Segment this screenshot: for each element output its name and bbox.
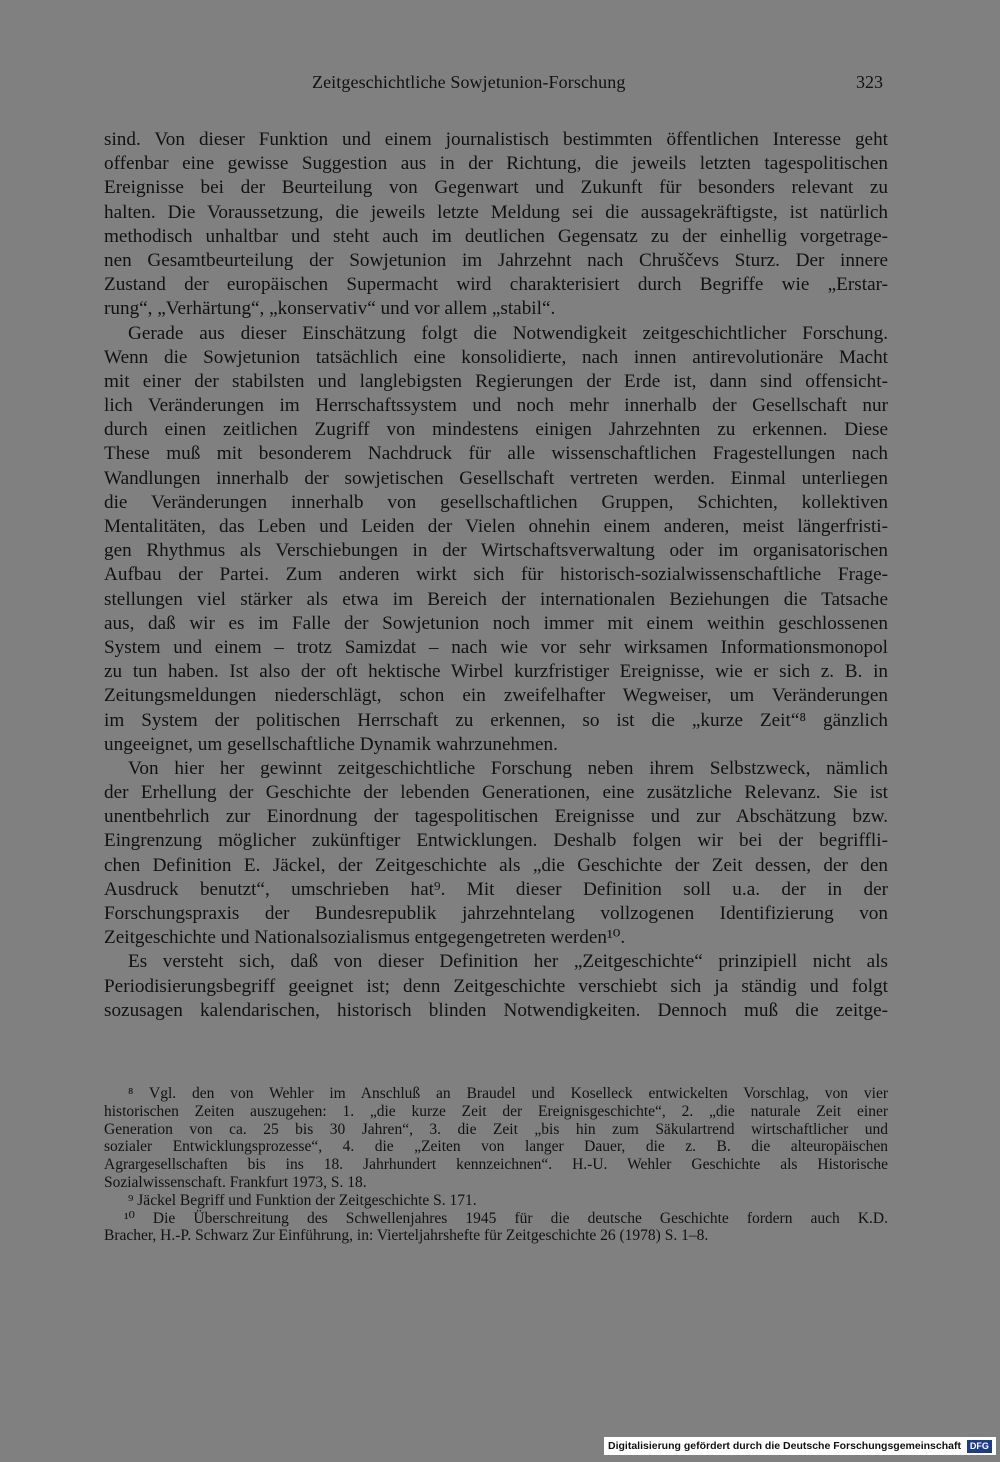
text-line: sozusagen kalendarischen, historisch blinden Notwendigkeiten. Dennoch muß die zeitge-	[104, 999, 888, 1021]
text-line: Zeitungsmeldungen niederschlägt, schon ein zweifelhafter Wegweiser, um Veränderungen	[104, 685, 888, 707]
text-line: Periodisierungsbegriff geeignet ist; denn Zeitgeschichte verschiebt sich ja ständig und folgt	[104, 975, 888, 997]
text-line: nen Gesamtbeurteilung der Sowjetunion im Jahrzehnt nach Chruščevs Sturz. Der innere	[104, 249, 888, 271]
text-line: rung“, „Verhärtung“, „konservativ“ und vor allem „stabil“.	[104, 298, 556, 320]
text-line: Mentalitäten, das Leben und Leiden der Vielen ohnehin einem anderen, meist längerfristi-	[104, 516, 888, 537]
text-line: ungeeignet, um gesellschaftliche Dynamik wahrzunehmen.	[104, 733, 558, 755]
credit-text: Digitalisierung gefördert durch die Deutsche Forschungsgemeinschaft	[608, 1440, 961, 1452]
text-line: Ereignisse bei der Beurteilung von Gegenwart und Zukunft für besonders relevant zu	[104, 177, 888, 199]
text-line: Zeitgeschichte und Nationalsozialismus entgegengetreten werden¹⁰.	[104, 927, 626, 949]
text-line: zu tun haben. Ist also der oft hektische Wirbel kurzfristiger Ereignisse, wie er sich z. B. in	[104, 661, 888, 683]
text-line: Es versteht sich, daß von dieser Definition her „Zeitgeschichte“ prinzipiell nicht als	[128, 951, 888, 973]
text-line: lich Veränderungen im Herrschaftssystem und noch mehr innerhalb der Gesellschaft nur	[104, 395, 888, 417]
footnote-line: ⁸ Vgl. den von Wehler im Anschluß an Braudel und Koselleck entwickelten Vorschlag, von vier	[128, 1085, 888, 1102]
body-text	[104, 128, 888, 1023]
text-line: durch einen zeitlichen Zugriff von mindestens einigen Jahrzehnten zu erkennen. Diese	[104, 419, 888, 441]
text-line: Zustand der europäischen Supermacht wird charakterisiert durch Begriffe wie „Erstar-	[104, 274, 888, 296]
footnote-line: Sozialwissenschaft. Frankfurt 1973, S. 18.	[104, 1173, 367, 1191]
text-line: These muß mit besonderem Nachdruck für alle wissenschaftlichen Fragestellungen nach	[104, 443, 888, 465]
footnote-line: ⁹ Jäckel Begriff und Funktion der Zeitgeschichte S. 171.	[128, 1191, 477, 1209]
text-line: der Erhellung der Geschichte der lebenden Generationen, eine zusätzliche Relevanz. Sie ist	[104, 782, 888, 804]
footnote-line: ¹⁰ Die Überschreitung des Schwellenjahres 1945 für die deutsche Geschichte fordern auch K.D.	[124, 1209, 888, 1227]
text-line: halten. Die Voraussetzung, die jeweils letzte Meldung sei die aussagekräftigste, ist natürlich	[104, 201, 888, 223]
page-number: 323	[856, 72, 883, 92]
dfg-logo-icon: DFG	[967, 1440, 992, 1453]
text-line: mit einer der stabilsten und langlebigsten Regierungen der Erde ist, dann sind offensicht-	[104, 370, 888, 392]
text-line: System und einem – trotz Samizdat – nach wie vor sehr wirksamen Informationsmonopol	[104, 636, 888, 658]
footnote-line: Agrargesellschaften bis ins 18. Jahrhundert kennzeichnen“. H.-U. Wehler Geschichte als Historische	[104, 1156, 888, 1174]
text-line: Wandlungen innerhalb der sowjetischen Gesellschaft vertreten werden. Einmal unterliegen	[104, 467, 888, 489]
text-line: offenbar eine gewisse Suggestion aus in der Richtung, die jeweils letzten tagespolitischen	[104, 153, 888, 175]
text-line: im System der politischen Herrschaft zu erkennen, so ist die „kurze Zeit“⁸ gänzlich	[104, 709, 888, 731]
text-line: methodisch unhaltbar und steht auch im deutlichen Gegensatz zu der einhellig vorgetrage-	[104, 225, 888, 247]
text-line: unentbehrlich zur Einordnung der tagespolitischen Ereignisse und zur Abschätzung bzw.	[104, 806, 888, 828]
text-line: gen Rhythmus als Verschiebungen in der Wirtschaftsverwaltung oder im organisatorischen	[104, 540, 888, 562]
running-title: Zeitgeschichtliche Sowjetunion-Forschung	[312, 72, 626, 92]
text-line: Wenn die Sowjetunion tatsächlich eine konsolidierte, nach innen antirevolutionäre Macht	[104, 346, 888, 368]
text-line: Von hier her gewinnt zeitgeschichtliche Forschung neben ihrem Selbstzweck, nämlich	[128, 757, 888, 779]
text-line: sind. Von dieser Funktion und einem journalistisch bestimmten öffentlichen Interesse geht	[104, 129, 888, 150]
footnote-line: sozialer Entwicklungsprozesse“, 4. die „Zeiten von langer Dauer, die z. B. die alteuropäischen	[104, 1138, 888, 1156]
digitization-credit	[604, 1437, 996, 1455]
footnote-line: Bracher, H.-P. Schwarz Zur Einführung, in: Vierteljahrshefte für Zeitgeschichte 26 (1978) S. 1–8.	[104, 1227, 709, 1245]
text-line: Eingrenzung möglicher zukünftiger Entwicklungen. Deshalb folgen wir bei der begriffli-	[104, 830, 888, 852]
footnote-line: Generation von ca. 25 bis 30 Jahren“, 3. die Zeit „bis hin zum Säkulartrend wirtschaftlicher und	[104, 1120, 888, 1138]
text-line: Aufbau der Partei. Zum anderen wirkt sich für historisch-sozialwissenschaftliche Frage-	[104, 564, 888, 586]
text-line: Gerade aus dieser Einschätzung folgt die Notwendigkeit zeitgeschichtlicher Forschung.	[128, 322, 888, 344]
page-header	[0, 72, 1000, 98]
text-line: chen Definition E. Jäckel, der Zeitgeschichte als „die Geschichte der Zeit dessen, der den	[104, 854, 888, 876]
footnotes	[104, 1085, 888, 1245]
footnote-line: historischen Zeiten auszugehen: 1. „die kurze Zeit der Ereignisgeschichte“, 2. „die naturale Zeit einer	[104, 1102, 888, 1120]
text-line: Forschungspraxis der Bundesrepublik jahrzehntelang vollzogenen Identifizierung von	[104, 903, 888, 924]
text-line: aus, daß wir es im Falle der Sowjetunion noch immer mit einem weithin geschlossenen	[104, 612, 888, 634]
text-line: Ausdruck benutzt“, umschrieben hat⁹. Mit dieser Definition soll u.a. der in der	[104, 878, 888, 900]
text-line: die Veränderungen innerhalb von gesellschaftlichen Gruppen, Schichten, kollektiven	[104, 491, 888, 513]
text-line: stellungen viel stärker als etwa im Bereich der internationalen Beziehungen die Tatsache	[104, 588, 888, 610]
